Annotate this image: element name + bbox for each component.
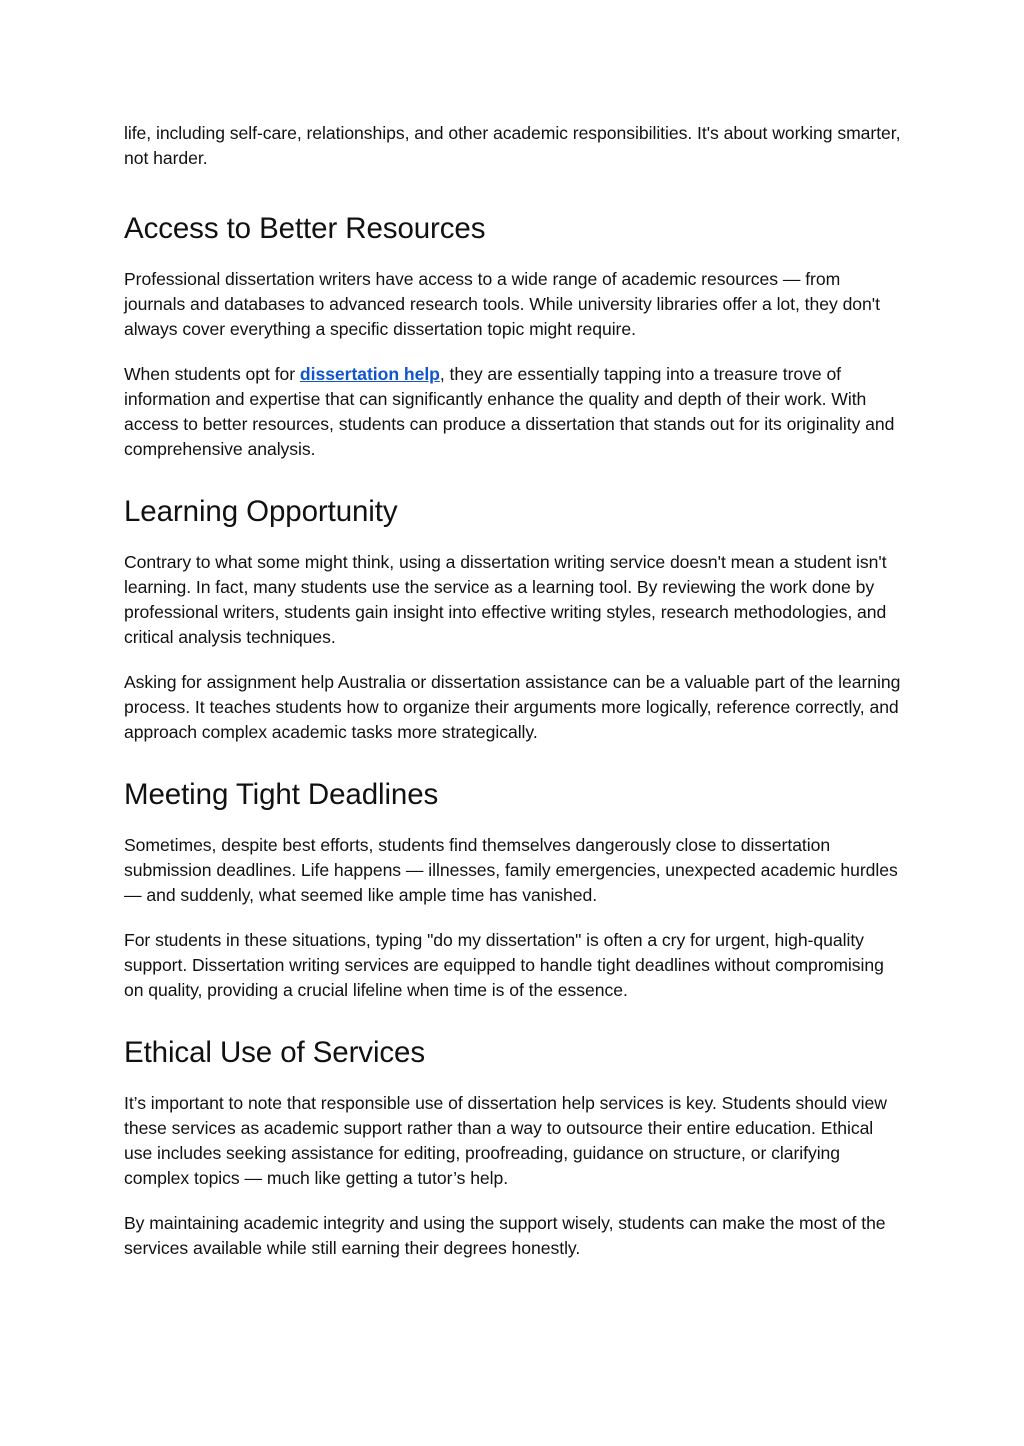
ethics-paragraph-2: By maintaining academic integrity and using the support wisely, students can make the most of the services available while still earning their degrees honestly.	[124, 1213, 886, 1258]
ethics-paragraph-1: It’s important to note that responsible use of dissertation help services is key. Students should view these services as academic support rather than a way to outsource their entire education. Ethical use includes seeking assistance for editing, proofreading, guidance on structure, or clarifying complex topics — much like getting a tutor’s help.	[124, 1093, 887, 1188]
intro-paragraph: life, including self-care, relationships, and other academic responsibilities. It's about working smarter, not harder.	[124, 123, 901, 168]
dissertation-help-link[interactable]: dissertation help	[299, 364, 440, 384]
learning-paragraph-1: Contrary to what some might think, using a dissertation writing service doesn't mean a student isn't learning. In fact, many students use the service as a learning tool. By reviewing the work done by professional writers, students gain insight into effective writing styles, research methodologies, and critical analysis techniques.	[124, 552, 887, 647]
resources-paragraph-1: Professional dissertation writers have access to a wide range of academic resources — from journals and databases to advanced research tools. While university libraries offer a lot, they don't always cover everything a specific dissertation topic might require.	[124, 269, 880, 339]
section-heading-resources: Access to Better Resources	[124, 212, 486, 245]
section-heading-ethics: Ethical Use of Services	[124, 1036, 426, 1069]
section-heading-learning: Learning Opportunity	[124, 495, 398, 528]
document-page	[124, 121, 904, 1281]
resources-paragraph-2-lead: When students opt for	[124, 364, 300, 384]
resources-paragraph-2	[124, 362, 904, 462]
deadlines-paragraph-2: For students in these situations, typing "do my dissertation" is often a cry for urgent, high-quality support. Dissertation writing services are equipped to handle tight deadlines without compromising on quality, providing a crucial lifeline when time is of the essence.	[124, 930, 884, 1000]
section-heading-deadlines: Meeting Tight Deadlines	[124, 778, 439, 811]
learning-paragraph-2: Asking for assignment help Australia or dissertation assistance can be a valuable part of the learning process. It teaches students how to organize their arguments more logically, reference correctly, and approach complex academic tasks more strategically.	[124, 672, 901, 742]
resources-paragraph-2-rest: , they are essentially tapping into a treasure trove of information and expertise that can significantly enhance the quality and depth of their work. With access to better resources, students can produce a dissertation that stands out for its originality and comprehensive analysis.	[124, 364, 895, 459]
deadlines-paragraph-1: Sometimes, despite best efforts, students find themselves dangerously close to dissertation submission deadlines. Life happens — illnesses, family emergencies, unexpected academic hurdles — and suddenly, what seemed like ample time has vanished.	[124, 835, 898, 905]
